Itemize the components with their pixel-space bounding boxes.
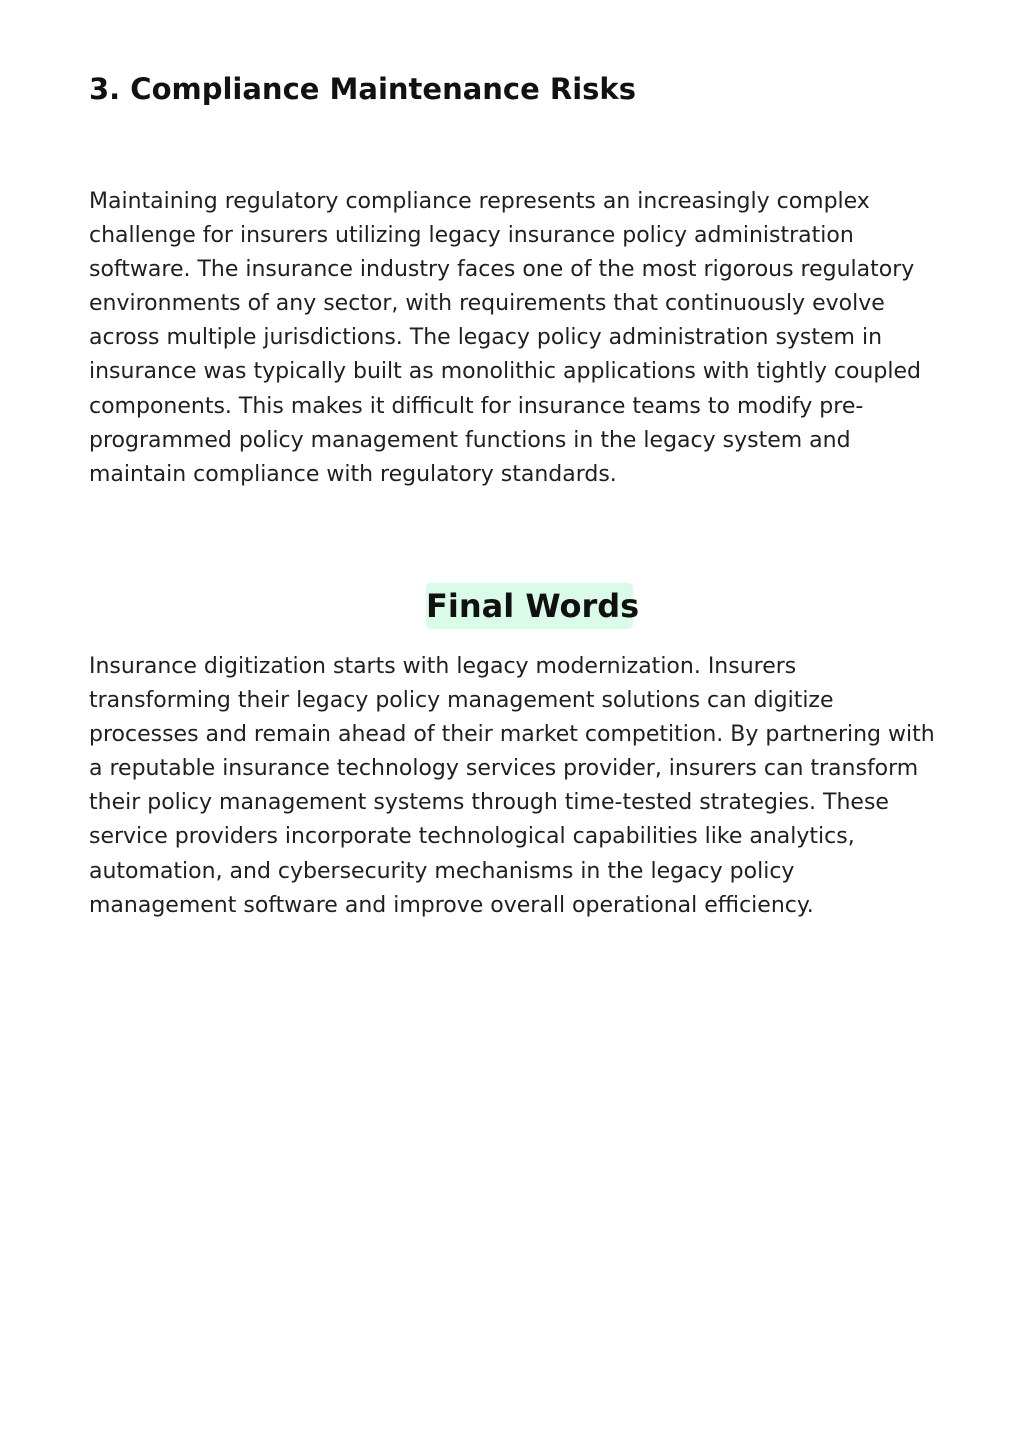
paragraph-line: automation, and cybersecurity mechanisms in the legacy policy (89, 858, 795, 884)
paragraph-line: a reputable insurance technology services provider, insurers can transform (89, 756, 919, 782)
final-words-paragraph (89, 650, 979, 923)
paragraph-line: processes and remain ahead of their market competition. By partnering with (89, 722, 935, 748)
compliance-risks-paragraph (89, 185, 979, 492)
paragraph-line: programmed policy management functions in the legacy system and (89, 427, 851, 453)
final-words-heading: Final Words (426, 583, 633, 629)
paragraph-line: management software and improve overall operational efficiency. (89, 892, 814, 918)
paragraph-line: Maintaining regulatory compliance represents an increasingly complex (89, 189, 870, 214)
paragraph-line: transforming their legacy policy management solutions can digitize (89, 688, 834, 714)
paragraph-line: challenge for insurers utilizing legacy insurance policy administration (89, 223, 854, 249)
paragraph-line: maintain compliance with regulatory standards. (89, 461, 617, 487)
paragraph-line: insurance was typically built as monolithic applications with tightly coupled (89, 359, 921, 385)
paragraph-line: environments of any sector, with requirements that continuously evolve (89, 291, 885, 317)
paragraph-line: components. This makes it difficult for insurance teams to modify pre- (89, 393, 864, 419)
paragraph-line: their policy management systems through time-tested strategies. These (89, 790, 889, 816)
paragraph-line: across multiple jurisdictions. The legacy policy administration system in (89, 325, 883, 351)
section-heading-compliance-risks: 3. Compliance Maintenance Risks (89, 72, 636, 106)
paragraph-line: software. The insurance industry faces one of the most rigorous regulatory (89, 257, 915, 283)
paragraph-line: Insurance digitization starts with legacy modernization. Insurers (89, 654, 797, 679)
final-words-heading-container (0, 583, 1024, 629)
paragraph-line: service providers incorporate technological capabilities like analytics, (89, 824, 855, 850)
